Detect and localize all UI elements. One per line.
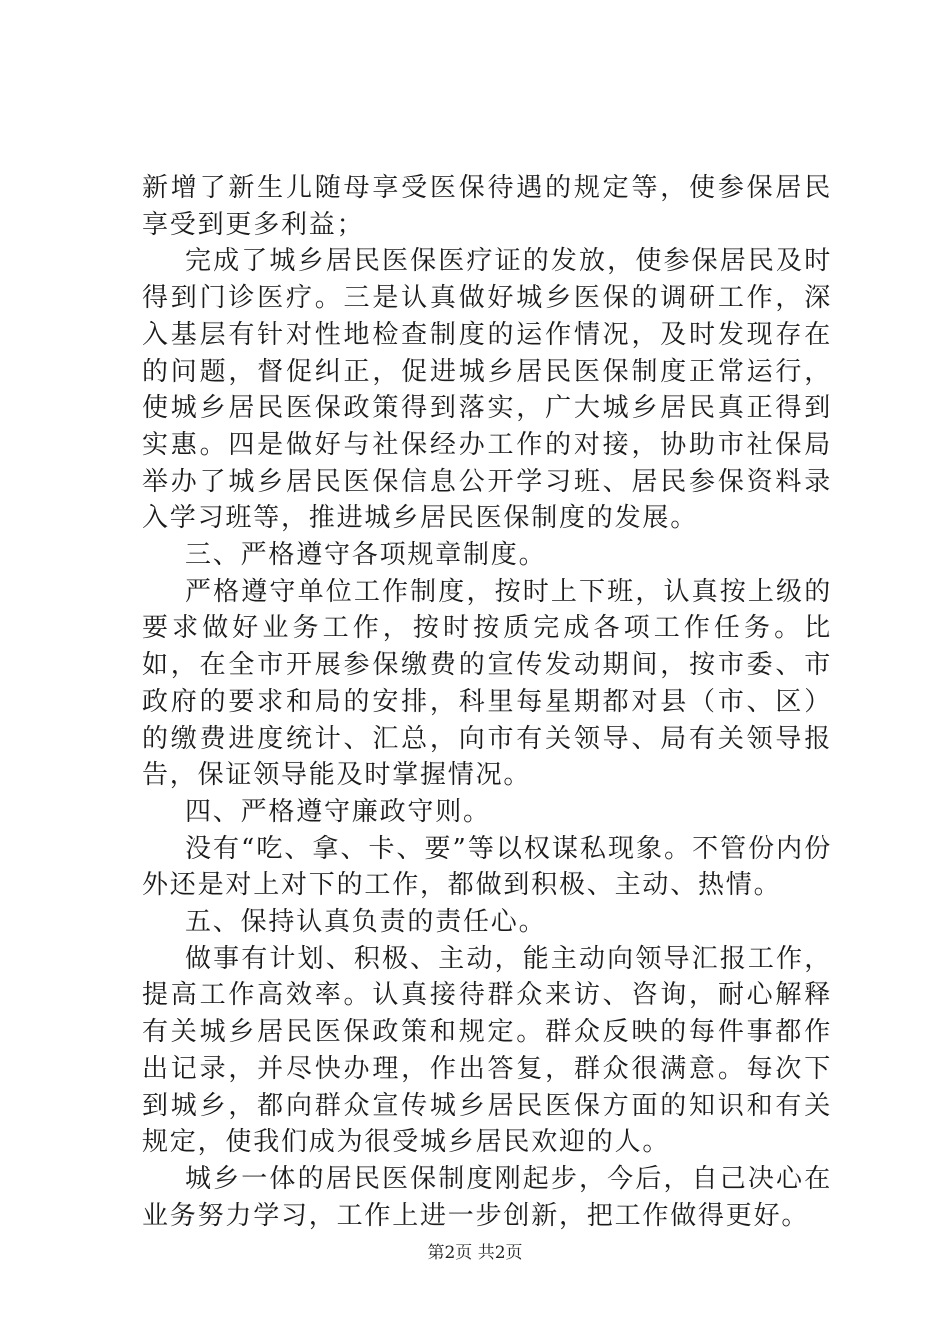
section-heading-rules: 三、严格遵守各项规章制度。 bbox=[185, 540, 547, 571]
section-heading-responsibility: 五、保持认真负责的责任心。 bbox=[185, 907, 547, 938]
section-heading-integrity: 四、严格遵守廉政守则。 bbox=[185, 796, 491, 827]
paragraph-medical-card: 完成了城乡居民医保医疗证的发放，使参保居民及时得到门诊医疗。三是认真做好城乡医保的调研工作，深入基层有针对性地检查制度的运作情况，及时发现存在的问题，督促纠正，促进城乡居民医保制度正常运行，使城乡居民医保政策得到落实，广大城乡居民真正得到实惠。四是做好与社保经办工作的对接，协助市社保局举办了城乡居民医保信息公开学习班、居民参保资料录入学习班等，推进城乡居民医保制度的发展。 bbox=[142, 246, 832, 534]
paragraph-integrity: 没有“吃、拿、卡、要”等以权谋私现象。不管份内份外还是对上对下的工作，都做到积极、主动、热情。 bbox=[142, 833, 832, 901]
paragraph-rules: 严格遵守单位工作制度，按时上下班，认真按上级的要求做好业务工作，按时按质完成各项工作任务。比如，在全市开展参保缴费的宣传发动期间，按市委、市政府的要求和局的安排，科里每星期都对县（市、区）的缴费进度统计、汇总，向市有关领导、局有关领导报告，保证领导能及时掌握情况。 bbox=[142, 576, 832, 791]
paragraph-conclusion: 城乡一体的居民医保制度刚起步，今后，自己决心在业务努力学习，工作上进一步创新，把工作做得更好。 bbox=[142, 1163, 832, 1231]
paragraph-continuation: 新增了新生儿随母享受医保待遇的规定等，使参保居民享受到更多利益； bbox=[142, 173, 832, 240]
page-number-footer: 第2页 共2页 bbox=[427, 1243, 523, 1263]
paragraph-responsibility: 做事有计划、积极、主动，能主动向领导汇报工作，提高工作高效率。认真接待群众来访、咨询，耐心解释有关城乡居民医保政策和规定。群众反映的每件事都作出记录，并尽快办理，作出答复，群众很满意。每次下到城乡，都向群众宣传城乡居民医保方面的知识和有关规定，使我们成为很受城乡居民欢迎的人。 bbox=[142, 943, 832, 1158]
document-body bbox=[142, 170, 832, 1234]
